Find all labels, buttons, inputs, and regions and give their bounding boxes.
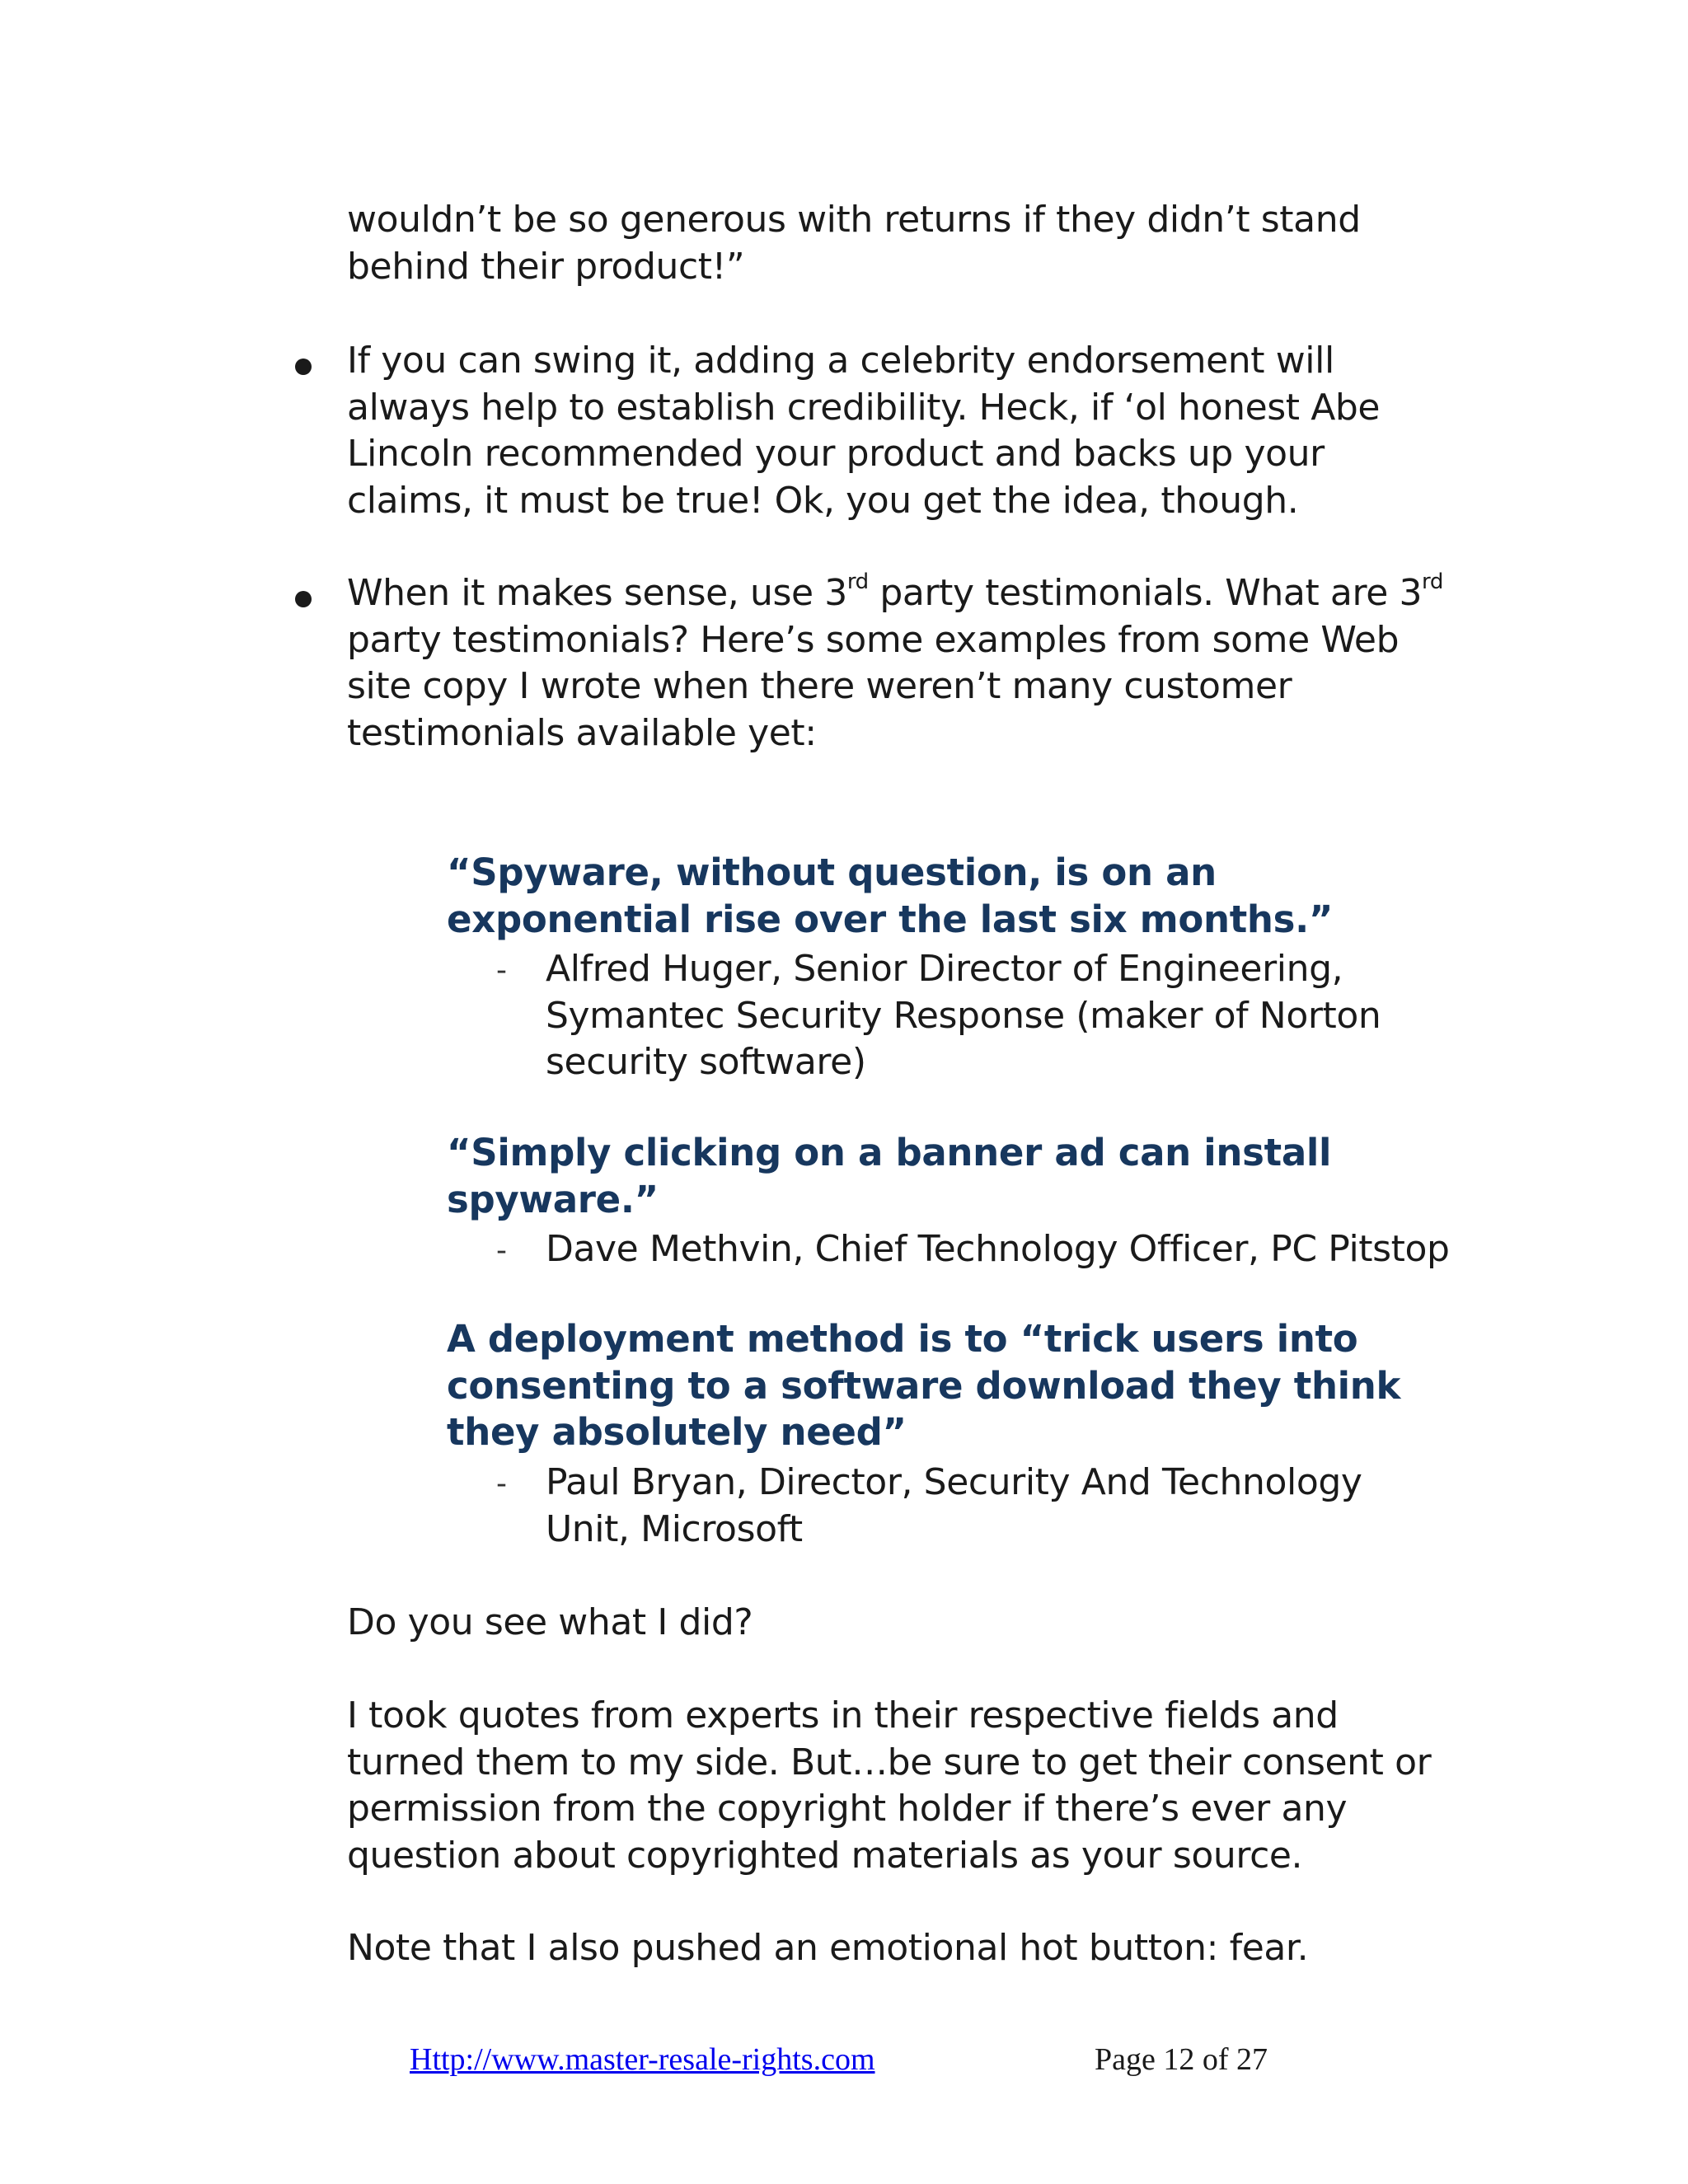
- bullet-celebrity-endorsement: If you can swing it, adding a celebrity endorsement will always help to establish credibility. Heck, if ‘ol honest Abe Lincoln recommended your product and backs up your claims, it must be true! Ok, you get the idea, though.: [347, 340, 1381, 522]
- testimonial-attribution: Dave Methvin, Chief Technology Officer, PC Pitstop: [546, 1228, 1450, 1270]
- testimonial-attribution: Alfred Huger, Senior Director of Engineering, Symantec Security Response (maker of Norton security software): [546, 948, 1381, 1083]
- bullet-text-part: party testimonials? Here’s some examples from some Web site copy I wrote when there weren’t many customer testimonials available yet:: [347, 618, 1400, 754]
- intro-continuation-paragraph: wouldn’t be so generous with returns if they didn’t stand behind their product!”: [347, 199, 1361, 288]
- attribution-dash: -: [496, 1234, 507, 1268]
- attribution-dash: -: [496, 954, 507, 987]
- testimonial-attribution: Paul Bryan, Director, Security And Technology Unit, Microsoft: [546, 1461, 1362, 1550]
- note-paragraph: Note that I also pushed an emotional hot button: fear.: [347, 1927, 1309, 1969]
- superscript-rd: rd: [846, 569, 869, 595]
- bullet-text-part: When it makes sense, use 3: [347, 572, 847, 614]
- testimonial-quote: “Simply clicking on a banner ad can install spyware.”: [447, 1131, 1332, 1221]
- did-question-paragraph: Do you see what I did?: [347, 1601, 753, 1643]
- bullet-text-part: party testimonials. What are 3: [868, 572, 1423, 614]
- footer-website-link[interactable]: Http://www.master-resale-rights.com: [410, 2042, 875, 2077]
- testimonial-quote: “Spyware, without question, is on an exponential rise over the last six months.”: [447, 851, 1334, 941]
- attribution-dash: -: [496, 1467, 507, 1501]
- testimonial-quote: A deployment method is to “trick users into consenting to a software download they think they absolutely need”: [447, 1317, 1401, 1454]
- explanation-paragraph: I took quotes from experts in their respective fields and turned them to my side. But…be sure to get their consent or permission from the copyright holder if there’s ever any question about copyrighted materials as your source.: [347, 1694, 1432, 1877]
- bullet-third-party-testimonials: [347, 570, 1443, 757]
- superscript-rd: rd: [1422, 569, 1443, 595]
- bullet-icon: [295, 591, 312, 607]
- page-number: Page 12 of 27: [1095, 2042, 1268, 2077]
- bullet-icon: [295, 359, 312, 375]
